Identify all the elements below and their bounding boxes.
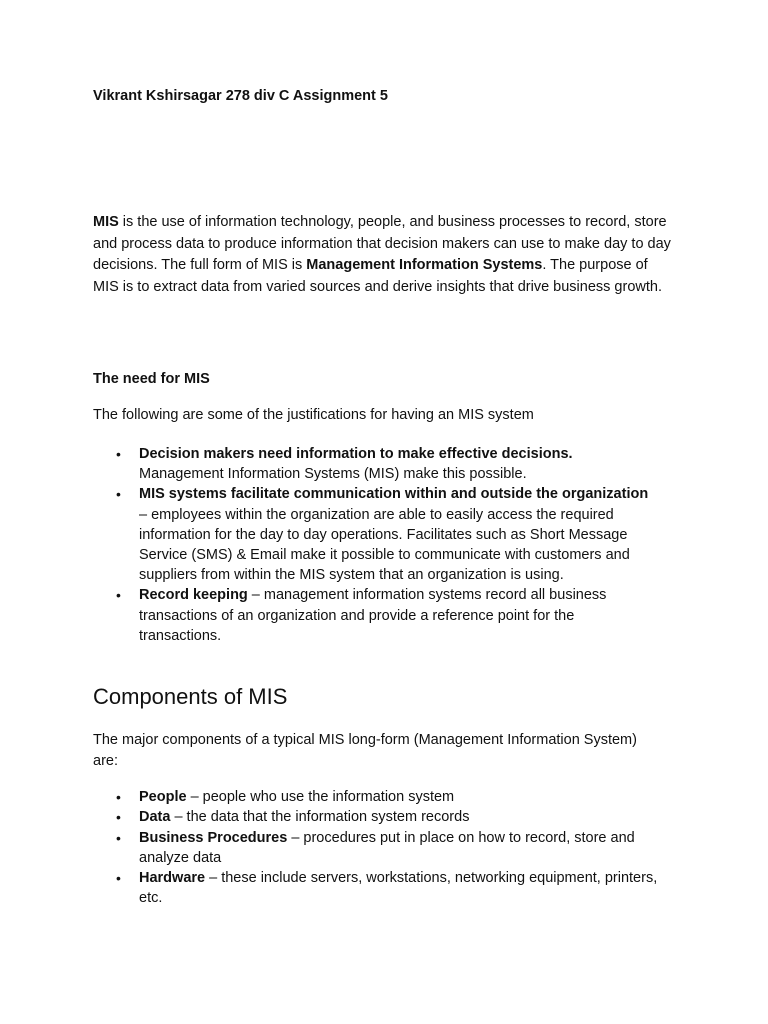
intro-full-form: Management Information Systems (306, 257, 543, 274)
bullet-icon: • (116, 829, 121, 846)
bullet-icon: • (116, 587, 121, 604)
component-item-text: – procedures put in place on how to record, store and analyze data (139, 829, 635, 866)
components-lead: The major components of a typical MIS long-form (Management Information System) are: (93, 732, 637, 769)
document-header: Vikrant Kshirsagar 278 div C Assignment 5 (93, 88, 388, 104)
component-item-text: – these include servers, workstations, networking equipment, printers, etc. (139, 870, 658, 907)
bullet-icon: • (116, 789, 121, 805)
bullet-icon: • (116, 486, 121, 503)
need-list-item (93, 484, 653, 585)
need-list-item (93, 585, 653, 646)
need-item-text: Management Information Systems (MIS) make this possible. (139, 466, 527, 483)
bullet-icon: • (116, 446, 121, 462)
need-section-lead: The following are some of the justifications for having an MIS system (93, 407, 534, 423)
component-list-item (93, 828, 673, 869)
component-list-item (93, 868, 673, 909)
intro-paragraph (93, 212, 673, 298)
component-list-item (93, 787, 673, 807)
bullet-icon: • (116, 809, 121, 826)
need-item-bold: Decision makers need information to make effective decisions. (139, 446, 573, 462)
need-list (93, 444, 653, 646)
intro-term: MIS (93, 214, 119, 230)
component-item-text: – people who use the information system (186, 789, 455, 805)
need-item-text: – management information systems record all business transactions of an organization and provide a reference point for the transactions. (139, 587, 607, 644)
need-list-item (93, 444, 653, 484)
need-item-bold: Record keeping (139, 587, 248, 604)
components-list (93, 787, 673, 909)
component-item-text: – the data that the information system records (170, 809, 470, 826)
need-item-text: – employees within the organization are able to easily access the required information for the day to day operations. Facilitates such as Short Message Service (SMS) & Email make it possible to communicate with customers and suppliers from within the MIS system that an organization is using. (139, 506, 630, 584)
need-section-heading: The need for MIS (93, 371, 210, 387)
need-item-bold: MIS systems facilitate communication within and outside the organization (139, 486, 649, 503)
component-list-item (93, 807, 673, 827)
intro-text-1: is the use of information technology, people, and business processes to record, store and process data to produce information that decision makers can use to make day to day decisions. The full form of MIS is (93, 214, 671, 274)
component-item-bold: Hardware (139, 870, 206, 887)
component-item-bold: Data (139, 809, 171, 826)
component-item-bold: Business Procedures (139, 829, 288, 846)
components-heading: Components of MIS (93, 684, 288, 709)
component-item-bold: People (139, 789, 187, 805)
bullet-icon: • (116, 870, 121, 887)
intro-text-2: . The purpose of MIS is to extract data from varied sources and derive insights that drive business growth. (93, 257, 662, 295)
